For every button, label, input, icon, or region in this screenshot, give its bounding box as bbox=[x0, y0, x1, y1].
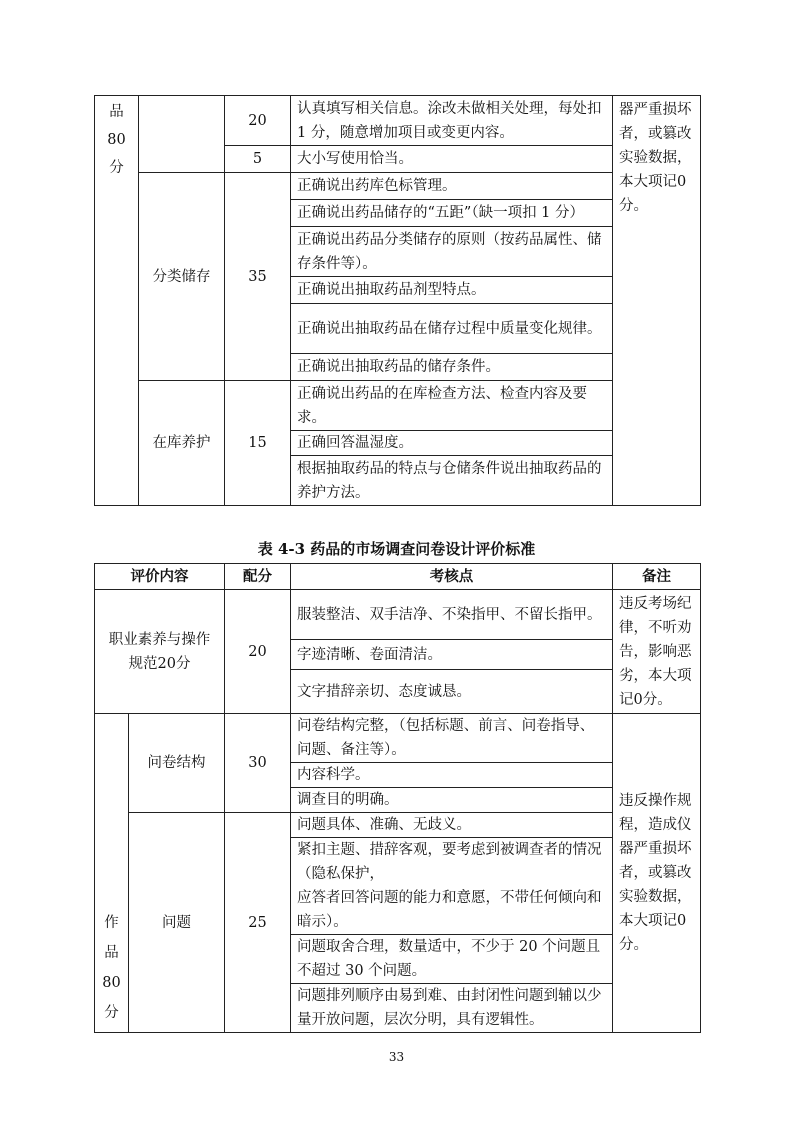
table-continued bbox=[94, 95, 701, 506]
evaluation-table bbox=[94, 563, 701, 1033]
criteria-cell: 大小写使用恰当。 bbox=[291, 146, 613, 173]
criteria-cell: 文字措辞亲切、态度诚恳。 bbox=[291, 670, 613, 714]
header-note: 备注 bbox=[613, 564, 701, 590]
criteria-cell: 认真填写相关信息。涂改未做相关处理，每处扣 1 分，随意增加项目或变更内容。 bbox=[291, 96, 613, 146]
section-label: 品 80 分 bbox=[95, 96, 139, 506]
score-cell: 20 bbox=[225, 590, 291, 714]
header-criteria: 考核点 bbox=[291, 564, 613, 590]
criteria-cell: 正确说出药品分类储存的原则（按药品属性、储存条件等）。 bbox=[291, 227, 613, 277]
score-cell: 20 bbox=[225, 96, 291, 146]
professional-label: 职业素养与操作规范20分 bbox=[95, 590, 225, 714]
criteria-cell: 紧扣主题、措辞客观，要考虑到被调查者的情况（隐私保护， bbox=[291, 838, 613, 887]
criteria-cell: 正确说出药库色标管理。 bbox=[291, 173, 613, 200]
note-cell: 器严重损坏者，或篡改实验数据，本大项记0分。 bbox=[613, 96, 701, 506]
criteria-cell: 正确说出抽取药品在储存过程中质量变化规律。 bbox=[291, 304, 613, 354]
category-cell: 在库养护 bbox=[139, 381, 225, 506]
score-cell: 35 bbox=[225, 173, 291, 381]
score-cell: 30 bbox=[225, 714, 291, 813]
score-cell: 25 bbox=[225, 813, 291, 1033]
header-content: 评价内容 bbox=[95, 564, 225, 590]
criteria-cell: 根据抽取药品的特点与仓储条件说出抽取药品的养护方法。 bbox=[291, 456, 613, 506]
page-number: 33 bbox=[388, 1050, 405, 1064]
criteria-cell: 正确说出药品的在库检查方法、检查内容及要求。 bbox=[291, 381, 613, 431]
criteria-cell: 调查目的明确。 bbox=[291, 788, 613, 813]
score-cell: 15 bbox=[225, 381, 291, 506]
criteria-cell: 问题具体、准确、无歧义。 bbox=[291, 813, 613, 838]
criteria-cell: 内容科学。 bbox=[291, 763, 613, 788]
criteria-cell: 问卷结构完整，（包括标题、前言、问卷指导、问题、备注等）。 bbox=[291, 714, 613, 763]
criteria-cell: 正确回答温湿度。 bbox=[291, 431, 613, 456]
criteria-cell: 应答者回答问题的能力和意愿，不带任何倾向和暗示）。 bbox=[291, 886, 613, 935]
criteria-cell: 问题排列顺序由易到难、由封闭性问题到辅以少量开放问题，层次分明，具有逻辑性。 bbox=[291, 984, 613, 1033]
note-cell: 违反操作规程，造成仪器严重损坏者，或篡改实验数据，本大项记0分。 bbox=[613, 714, 701, 1033]
category-cell: 问卷结构 bbox=[129, 714, 225, 813]
criteria-cell: 正确说出抽取药品的储存条件。 bbox=[291, 354, 613, 381]
header-score: 配分 bbox=[225, 564, 291, 590]
criteria-cell: 服装整洁、双手洁净、不染指甲、不留长指甲。 bbox=[291, 590, 613, 640]
criteria-cell: 问题取舍合理，数量适中，不少于 20 个问题且不超过 30 个问题。 bbox=[291, 935, 613, 984]
table-title: 表 4-3 药品的市场调查问卷设计评价标准 bbox=[257, 540, 536, 558]
note-cell: 违反考场纪律，不听劝告，影响恶劣，本大项记0分。 bbox=[613, 590, 701, 714]
work-section-label: 作 品 80 分 bbox=[95, 714, 129, 1033]
category-cell bbox=[139, 96, 225, 173]
criteria-cell: 字迹清晰、卷面清洁。 bbox=[291, 640, 613, 670]
category-cell: 分类储存 bbox=[139, 173, 225, 381]
score-cell: 5 bbox=[225, 146, 291, 173]
category-cell: 问题 bbox=[129, 813, 225, 1033]
criteria-cell: 正确说出抽取药品剂型特点。 bbox=[291, 277, 613, 304]
criteria-cell: 正确说出药品储存的“五距”（缺一项扣 1 分） bbox=[291, 200, 613, 227]
